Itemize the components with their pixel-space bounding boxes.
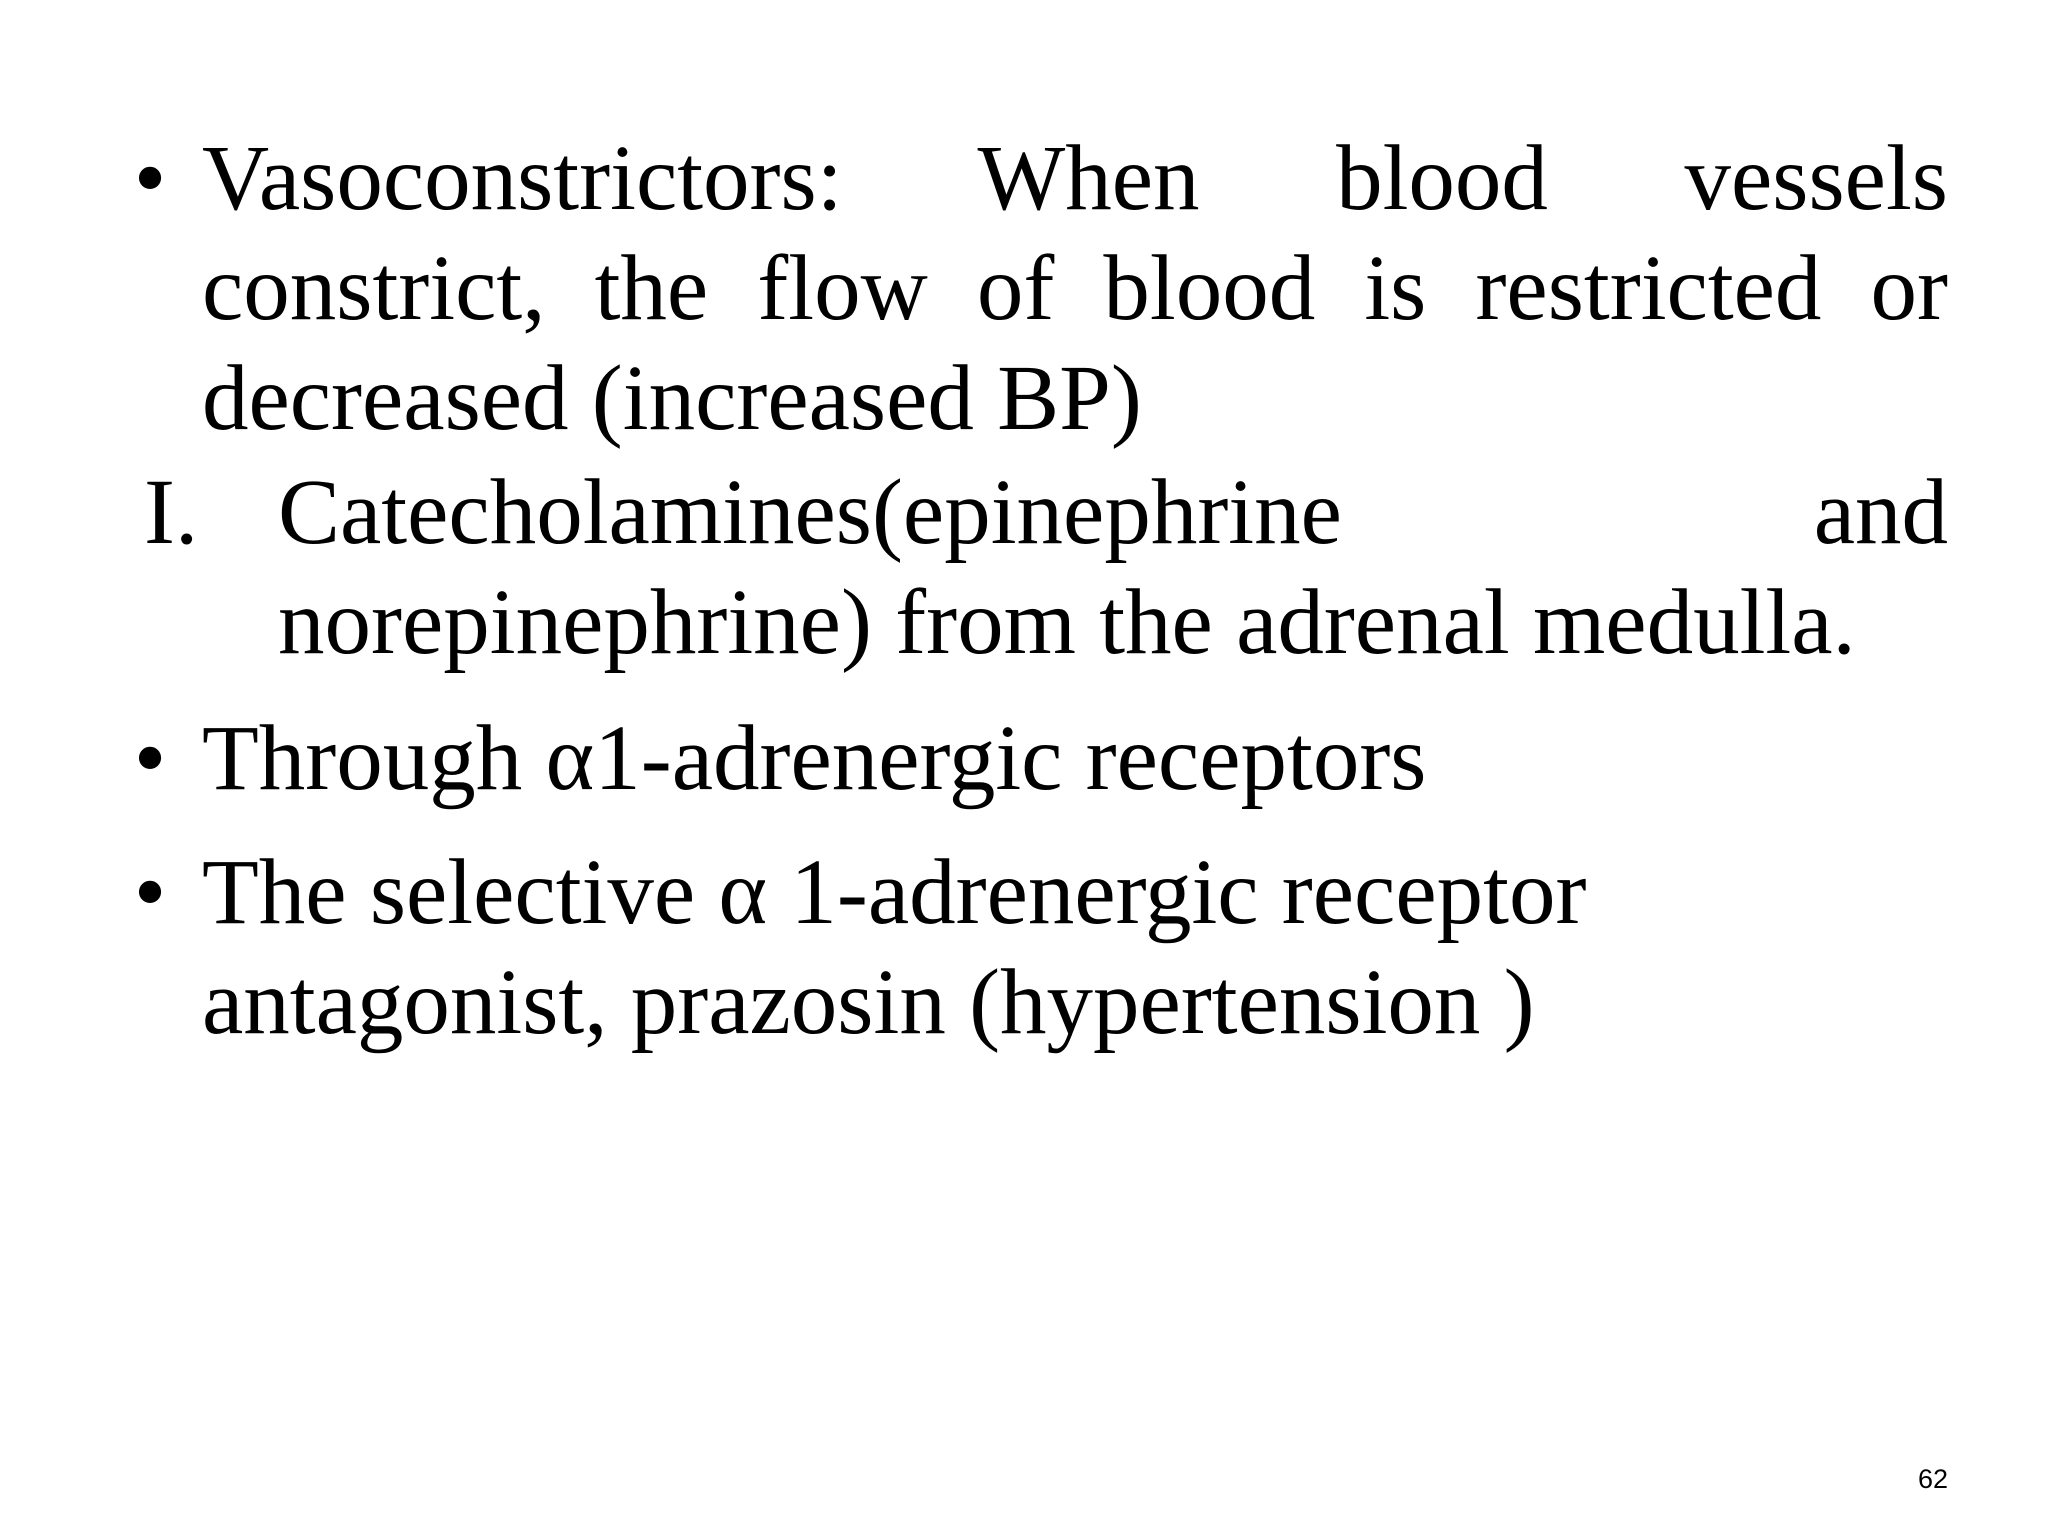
page-number: 62 [1917,1464,1948,1494]
bullet-icon: • [133,127,167,230]
bullet-text: Vasoconstrictors: When blood vessels constrict, the flow of blood is restricted or decreased (increased BP) [202,127,1948,450]
bullet-prazosin [120,838,1948,1058]
numbered-item-catecholamines [120,458,1948,678]
bullet-vasoconstrictors [120,124,1948,454]
bullet-icon: • [133,841,167,944]
roman-numeral-marker: I. [144,461,199,564]
bullet-icon: • [133,707,167,810]
slide-body [120,124,1948,1058]
bullet-text: The selective α 1-adrenergic receptor antagonist, prazosin (hypertension ) [202,841,1587,1054]
bullet-alpha1-receptors [120,704,1948,814]
bullet-text: Through α1-adrenergic receptors [202,707,1427,810]
numbered-item-text: Catecholamines(epinephrine and norepinephrine) from the adrenal medulla. [278,461,1948,674]
